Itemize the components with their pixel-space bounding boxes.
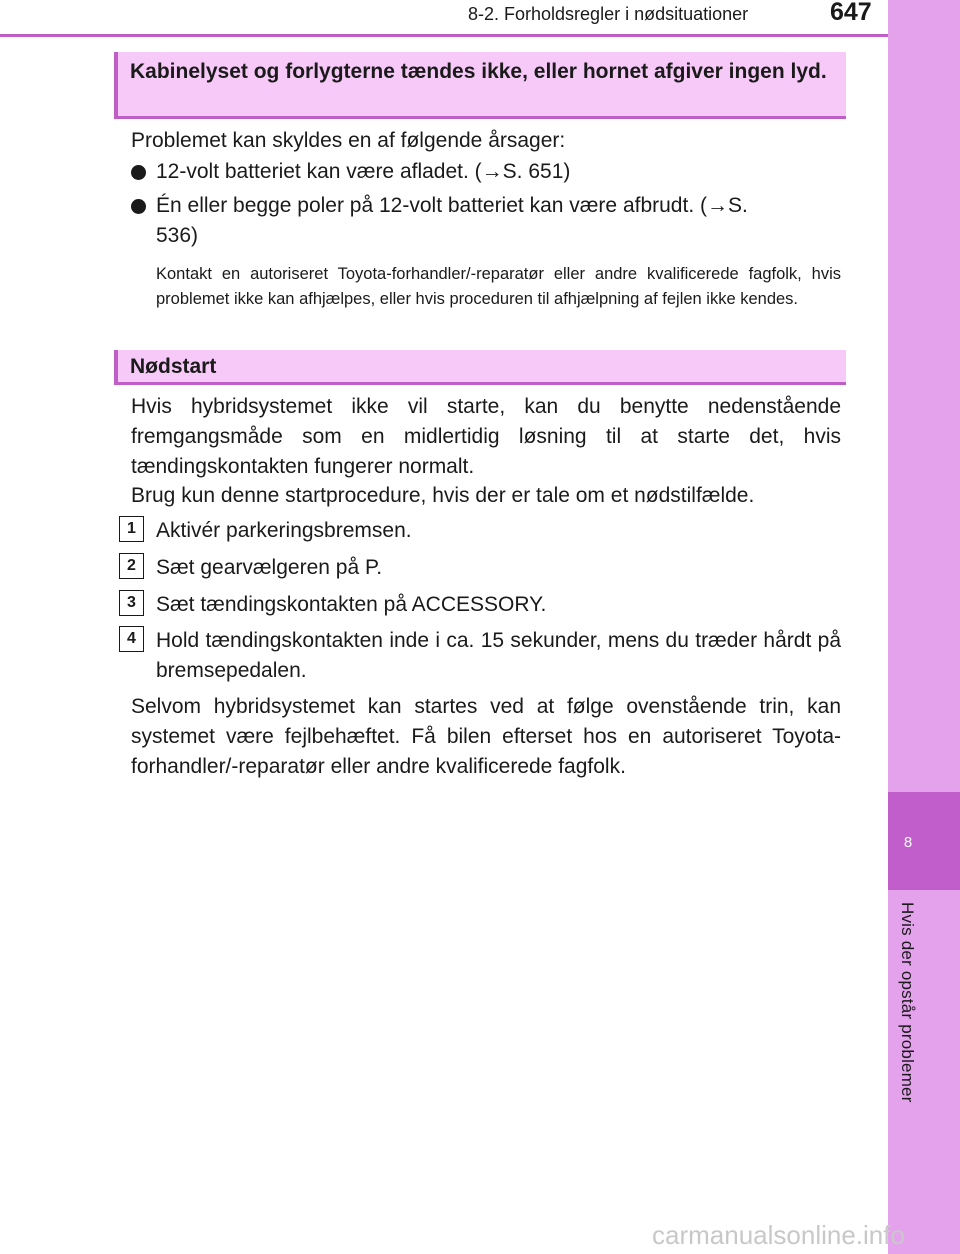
bullet-item: 12-volt batteriet kan være afladet. (→S. 651) [156,160,571,183]
chapter-number: 8 [903,834,913,851]
step-text: Hold tændingskontakten inde i ca. 15 sekunder, mens du træder hårdt på bremsepedalen. [156,629,841,682]
paragraph: Brug kun denne startprocedure, hvis der er tale om et nødstilfælde. [131,484,755,507]
paragraph: Hvis hybridsystemet ikke vil starte, kan du benytte nedenstående fremgangsmåde som en midlertidig løsning til at starte det, hvis tændingskontakten fungerer normalt. [131,395,841,478]
step-number-badge: 4 [119,626,144,652]
section-path: 8-2. Forholdsregler i nødsituationer [468,4,749,24]
step-text: Sæt gearvælgeren på P. [156,556,383,579]
bullet-icon [131,199,146,214]
bullet-icon [131,165,146,180]
step-number-badge: 3 [119,590,144,616]
intro-text: Problemet kan skyldes en af følgende årsager: [131,129,566,152]
chapter-title: Hvis der opstår problemer [898,902,917,1103]
note-text: Kontakt en autoriseret Toyota-forhandler/-reparatør eller andre kvalificerede fagfolk, hvis problemet ikke kan afhjælpes, eller hvis proceduren til afhjælpning af fejlen ikke kendes. [156,265,841,308]
closing-paragraph: Selvom hybridsystemet kan startes ved at følge ovenstående trin, kan systemet være fejlbehæftet. Få bilen efterset hos en autoriseret Toyota-forhandler/-reparatør eller andre kvalificerede fagfolk. [131,695,841,778]
step-number-badge: 2 [119,553,144,579]
section-heading-lights: Kabinelyset og forlygterne tændes ikke, eller hornet afgiver ingen lyd. [114,52,846,119]
watermark: carmanualsonline.info [652,1220,905,1250]
bullet-item: Én eller begge poler på 12-volt batteriet kan være afbrudt. (→S. 536) [156,194,748,247]
page-number: 647 [830,0,872,26]
step-text: Aktivér parkeringsbremsen. [156,519,412,542]
header-divider [0,34,888,37]
step-number-badge: 1 [119,516,144,542]
step-text: Sæt tændingskontakten på ACCESSORY. [156,593,547,616]
section-heading-emergency-start: Nødstart [114,350,846,385]
